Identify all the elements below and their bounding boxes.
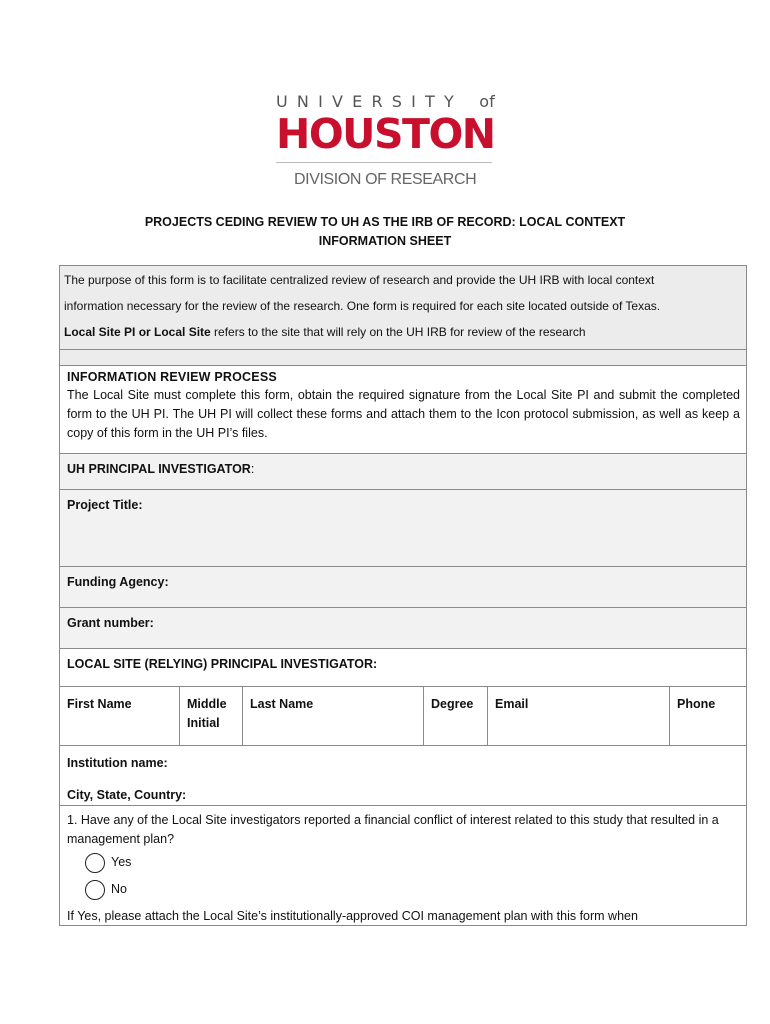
- radio-no-circle[interactable]: [85, 880, 105, 900]
- form-table: [59, 265, 747, 926]
- logo-houston-text: HOUSTON: [276, 110, 495, 158]
- option-no[interactable]: No: [85, 876, 740, 903]
- logo-division-text: DIVISION OF RESEARCH: [294, 171, 477, 188]
- uh-pi-label: UH PRINCIPAL INVESTIGATOR: [67, 462, 251, 476]
- grant-number-label: Grant number:: [67, 616, 154, 630]
- form-title-line2: INFORMATION SHEET: [318, 234, 452, 248]
- local-pi-heading-row: [60, 649, 746, 687]
- intro-line2: information necessary for the review of the research. One form is required for each site located outside of Texas.: [64, 299, 661, 313]
- question-1-text: 1. Have any of the Local Site investigators reported a financial conflict of interest related to this study that resulted in a management plan?: [67, 813, 719, 846]
- project-title-field[interactable]: [60, 490, 746, 567]
- form-title-line1: PROJECTS CEDING REVIEW TO UH AS THE IRB OF RECORD: LOCAL CONTEXT: [144, 215, 626, 229]
- grant-number-field[interactable]: [60, 608, 746, 649]
- question-1-followup: If Yes, please attach the Local Site’s institutionally-approved COI management plan with this form when: [67, 909, 638, 923]
- phone-cell[interactable]: Phone: [677, 697, 716, 711]
- question-1: [60, 806, 746, 925]
- uh-pi-field[interactable]: UH PRINCIPAL INVESTIGATOR:: [60, 454, 746, 490]
- local-site-term: Local Site PI or Local Site: [64, 325, 211, 339]
- review-process-text: The Local Site must complete this form, obtain the required signature from the Local Site PI and submit the completed form to the UH PI. The UH PI will collect these forms and attach them to the Icon protocol submission, as well as keep a copy of this form in the UH PI’s files.: [67, 388, 740, 440]
- intro-line3: [64, 319, 741, 345]
- degree-cell[interactable]: Degree: [424, 687, 488, 745]
- middle-initial-cell[interactable]: Middle Initial: [180, 687, 243, 745]
- form-title: [60, 213, 710, 251]
- local-pi-label: LOCAL SITE (RELYING) PRINCIPAL INVESTIGATOR:: [67, 657, 378, 671]
- email-cell[interactable]: Email: [488, 687, 670, 745]
- intro-section: [60, 266, 746, 350]
- city-state-country-label: City, State, Country:: [67, 788, 187, 802]
- logo-university-text: UNIVERSITY of: [276, 92, 495, 111]
- radio-yes-circle[interactable]: [85, 853, 105, 873]
- review-process-heading: INFORMATION REVIEW PROCESS: [67, 370, 277, 384]
- option-yes[interactable]: Yes: [85, 849, 740, 876]
- institution-name-label: Institution name:: [67, 756, 168, 770]
- review-process-section: [60, 366, 746, 454]
- funding-agency-label: Funding Agency:: [67, 575, 169, 589]
- funding-agency-field[interactable]: [60, 567, 746, 608]
- intro-line1: The purpose of this form is to facilitate centralized review of research and provide the UH IRB with local context: [64, 273, 655, 287]
- project-title-label: Project Title:: [67, 498, 143, 512]
- last-name-cell[interactable]: Last Name: [243, 687, 424, 745]
- local-site-definition: refers to the site that will rely on the UH IRB for review of the research: [210, 325, 586, 339]
- local-pi-columns: [60, 687, 746, 746]
- logo-divider: [276, 162, 492, 163]
- institution-section[interactable]: [60, 746, 746, 806]
- blank-row: [60, 350, 746, 366]
- first-name-cell[interactable]: First Name: [60, 687, 180, 745]
- university-logo: [276, 92, 496, 189]
